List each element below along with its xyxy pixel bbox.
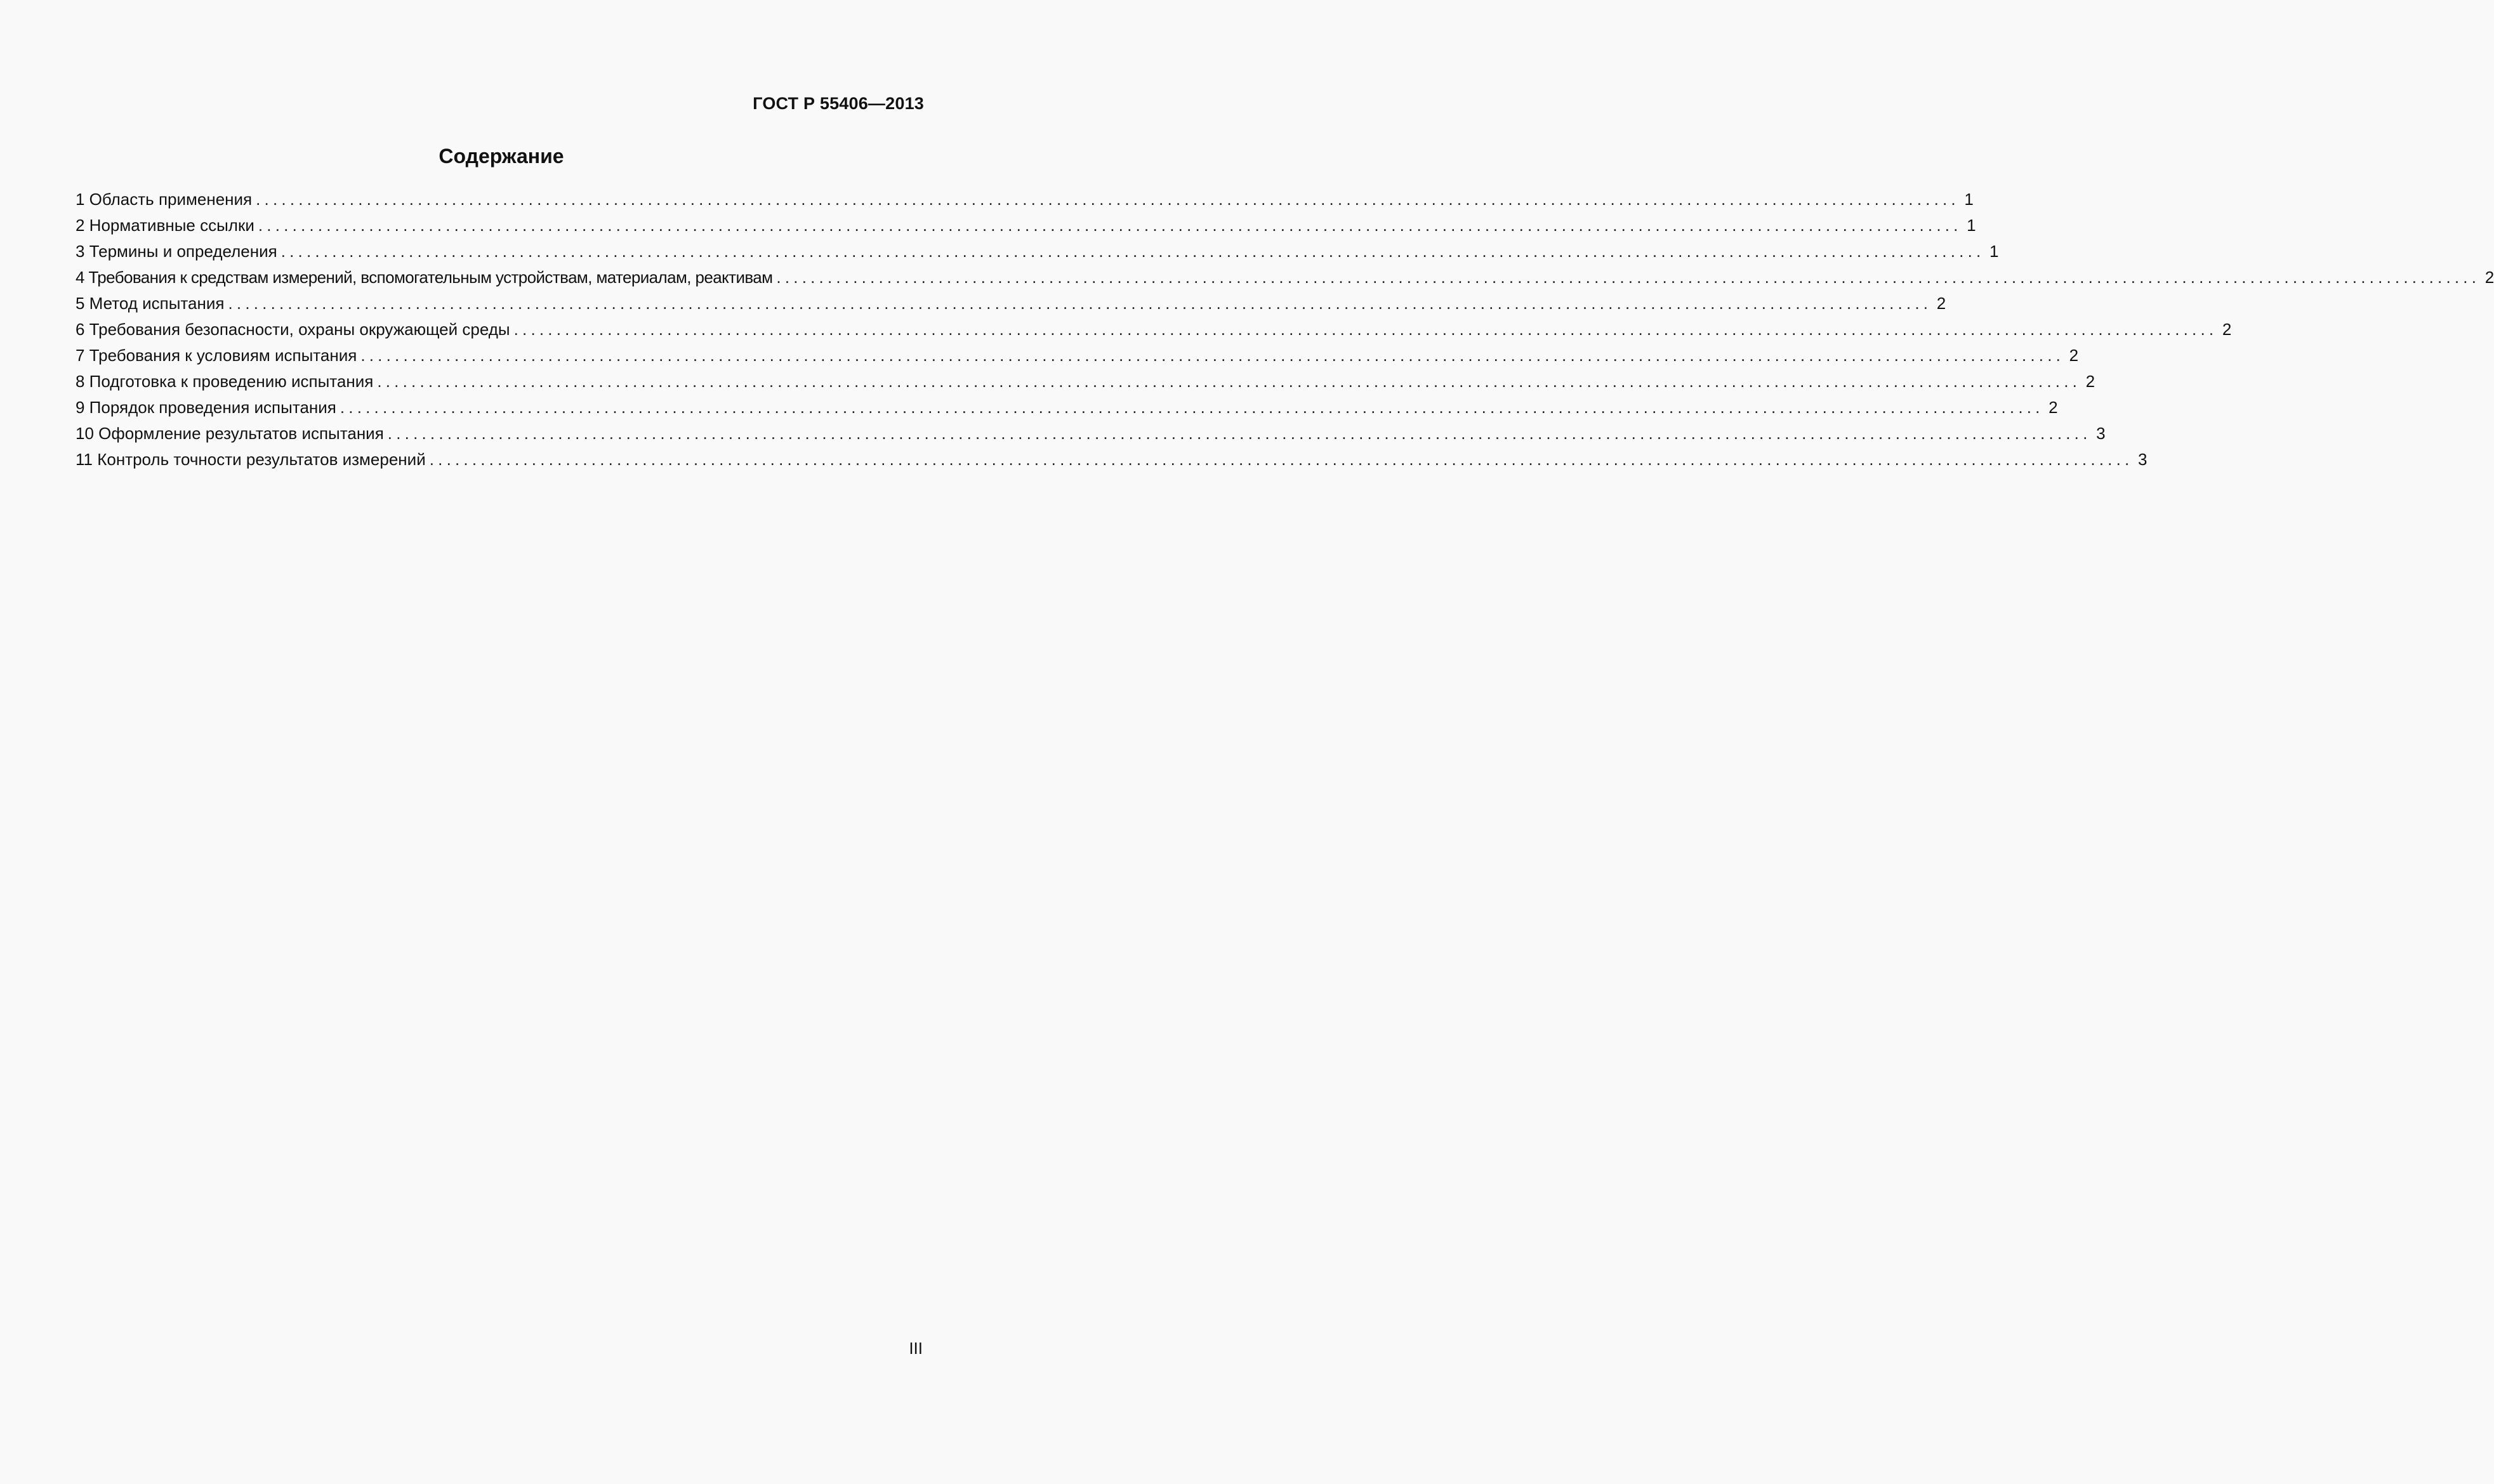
- toc-entry-page: 1: [1967, 216, 1976, 235]
- toc-entry[interactable]: [76, 265, 2494, 291]
- toc-entry[interactable]: [76, 317, 2232, 343]
- toc-entry[interactable]: [76, 395, 2058, 421]
- toc-entry[interactable]: [76, 291, 1946, 317]
- toc-entry[interactable]: [76, 447, 2148, 473]
- toc-leader-dots: ........................................................................................................................................................................................................: [340, 398, 2044, 417]
- toc-leader-dots: ........................................................................................................................................................................................................: [429, 450, 2134, 469]
- toc-entry-label: 4 Требования к средствам измерений, вспомогательным устройствам, материалам, реактивам: [76, 268, 773, 287]
- toc-entry-page: 2: [1936, 294, 1946, 313]
- toc-entry-page: 2: [2222, 320, 2232, 339]
- toc-entry[interactable]: [76, 187, 1974, 213]
- toc-leader-dots: ........................................................................................................................................................................................................: [360, 346, 2065, 365]
- toc-leader-dots: ........................................................................................................................................................................................................: [513, 320, 2218, 339]
- toc-entry[interactable]: [76, 239, 1999, 265]
- toc-entry-page: 3: [2137, 450, 2148, 469]
- toc-entry-page: 2: [2085, 372, 2095, 391]
- table-of-contents: [76, 187, 2494, 473]
- page-number: III: [909, 1339, 923, 1358]
- toc-leader-dots: ........................................................................................................................................................................................................: [258, 216, 1962, 235]
- toc-entry-label: 9 Порядок проведения испытания: [76, 398, 336, 417]
- toc-entry-page: 2: [2484, 268, 2494, 287]
- toc-leader-dots: ........................................................................................................................................................................................................: [387, 424, 2092, 443]
- toc-entry-label: 7 Требования к условиям испытания: [76, 346, 357, 365]
- document-code: ГОСТ Р 55406—2013: [753, 94, 924, 113]
- toc-entry[interactable]: [76, 421, 2106, 447]
- toc-title: Содержание: [439, 145, 564, 167]
- toc-entry[interactable]: [76, 213, 1976, 239]
- toc-entry-page: 1: [1964, 190, 1974, 209]
- toc-entry-label: 3 Термины и определения: [76, 242, 277, 261]
- toc-entry-label: 6 Требования безопасности, охраны окружающей среды: [76, 320, 510, 339]
- toc-leader-dots: ........................................................................................................................................................................................................: [228, 294, 1932, 313]
- toc-entry-page: 1: [1989, 242, 1999, 261]
- toc-entry-label: 2 Нормативные ссылки: [76, 216, 254, 235]
- toc-entry[interactable]: [76, 369, 2095, 395]
- toc-entry-label: 5 Метод испытания: [76, 294, 225, 313]
- toc-entry-page: 2: [2049, 398, 2058, 417]
- toc-entry-label: 8 Подготовка к проведению испытания: [76, 372, 374, 391]
- toc-entry-label: 1 Область применения: [76, 190, 253, 209]
- toc-entry-page: 3: [2096, 424, 2106, 443]
- toc-leader-dots: ........................................................................................................................................................................................................: [280, 242, 1985, 261]
- toc-entry[interactable]: [76, 343, 2079, 369]
- toc-leader-dots: ........................................................................................................................................................................................................: [377, 372, 2082, 391]
- toc-entry-page: 2: [2069, 346, 2079, 365]
- toc-entry-label: 10 Оформление результатов испытания: [76, 424, 384, 443]
- toc-entry-label: 11 Контроль точности результатов измерений: [76, 450, 426, 469]
- toc-leader-dots: ........................................................................................................................................................................................................: [256, 190, 1960, 209]
- toc-leader-dots: ........................................................................................................................................................................................................: [776, 268, 2481, 287]
